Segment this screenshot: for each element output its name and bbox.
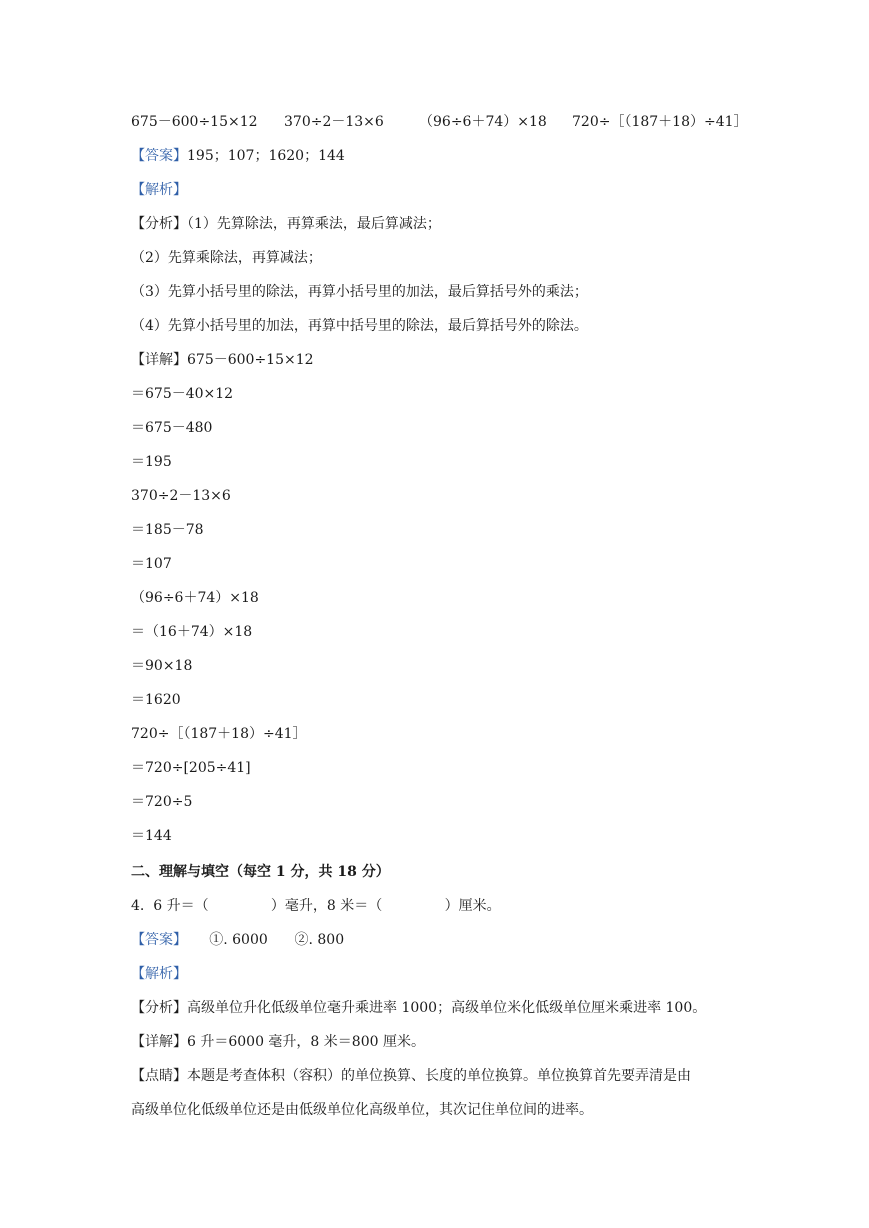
analysis-label-4: 【解析】 [131,966,187,982]
fenxi-text-1: （1）先算除法，再算乘法，最后算减法； [187,216,441,232]
step-11: ＝1620 [131,692,181,708]
answer-label-4: 【答案】 [131,932,187,948]
dianjing-label: 【点睛】 [131,1068,187,1084]
fenxi-line-p4 [131,998,706,1018]
fenxi-label: 【分析】 [131,216,187,232]
xiangjie-line-p4 [131,1032,425,1052]
xiangjie-label: 【详解】 [131,352,187,368]
problem-expressions [131,112,748,132]
dianjing-text-1: 本题是考查体积（容积）的单位换算、长度的单位换算。单位换算首先要弄清是由 [187,1068,691,1084]
fenxi-line-4: （4）先算小括号里的加法，再算中括号里的除法，最后算括号外的除法。 [131,318,588,334]
step-15: ＝144 [131,828,172,844]
fenxi-line-3: （3）先算小括号里的除法，再算小括号里的加法，最后算括号外的乘法； [131,284,588,300]
xiangjie-line [131,350,314,370]
answer-value-4: ①. 6000 ②. 800 [187,932,345,948]
step-10: ＝90×18 [131,658,193,674]
analysis-label: 【解析】 [131,182,187,198]
expression-2: 370÷2－13×6 [284,114,384,130]
question-4: 4. 6 升＝（ ）毫升，8 米＝（ ）厘米。 [131,898,501,914]
expression-4: 720÷［（187＋18）÷41］ [572,114,748,130]
section-heading: 二、理解与填空（每空 1 分，共 18 分） [131,864,390,880]
expression-3: （96÷6＋74）×18 [419,114,547,130]
step-7: ＝107 [131,556,172,572]
fenxi-text-4: 高级单位升化低级单位毫升乘进率 1000；高级单位米化低级单位厘米乘进率 100。 [187,1000,707,1016]
xiangjie-text-4: 6 升＝6000 毫升，8 米＝800 厘米。 [187,1034,425,1050]
answer-value: 195；107；1620；144 [187,148,345,164]
expression-1: 675－600÷15×12 [131,114,258,130]
dianjing-line-1 [131,1066,691,1086]
step-12: 720÷［（187＋18）÷41］ [131,726,307,742]
fenxi-label-4: 【分析】 [131,1000,187,1016]
dianjing-line-2: 高级单位化低级单位还是由低级单位化高级单位，其次记住单位间的进率。 [131,1102,593,1118]
step-6: ＝185－78 [131,522,204,538]
step-3: ＝675－480 [131,420,213,436]
answer-line-4 [131,930,344,950]
step-2: ＝675－40×12 [131,386,234,402]
answer-line [131,146,345,166]
step-5: 370÷2－13×6 [131,488,231,504]
answer-label: 【答案】 [131,148,187,164]
step-1: 675－600÷15×12 [187,352,314,368]
step-8: （96÷6＋74）×18 [131,590,259,606]
step-9: ＝（16＋74）×18 [131,624,253,640]
step-4: ＝195 [131,454,172,470]
fenxi-line-2: （2）先算乘除法，再算减法； [131,250,322,266]
fenxi-line-1 [131,214,441,234]
xiangjie-label-4: 【详解】 [131,1034,187,1050]
step-13: ＝720÷[205÷41] [131,760,251,776]
step-14: ＝720÷5 [131,794,193,810]
